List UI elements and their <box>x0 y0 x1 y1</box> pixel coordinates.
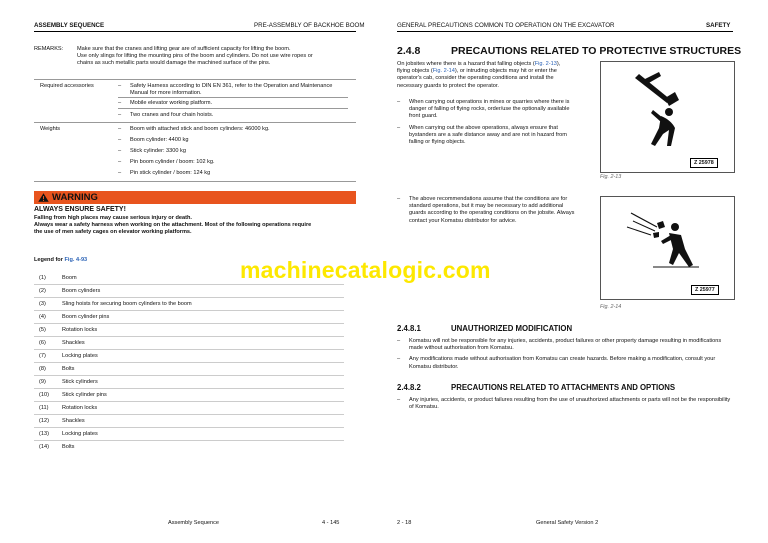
warning-triangle-icon <box>38 193 49 202</box>
legend-number: (5) <box>39 327 46 333</box>
legend-divider <box>34 336 344 337</box>
item-text: Mobile elevator working platform. <box>130 100 213 107</box>
subsection-number: 2.4.8.1 <box>397 324 421 333</box>
list-item <box>118 126 348 137</box>
dash: – <box>118 148 122 154</box>
dash: – <box>118 137 122 143</box>
item-text: Komatsu will not be responsible for any injuries, accidents, product failures or other property damage resulting in modifications made without authorisation from Komatsu. <box>409 338 722 352</box>
legend-divider <box>34 427 344 428</box>
warning-line: Falling from high places may cause serious injury or death. <box>34 215 192 221</box>
legend-number: (12) <box>39 418 49 424</box>
legend-divider <box>34 375 344 376</box>
list-item <box>118 159 348 170</box>
list-item <box>397 125 580 147</box>
item-text: Any modifications made without authorisation from Komatsu can create hazards. Before making a modification, consult your Komatsu distributor. <box>409 356 716 370</box>
legend-prefix: Legend for <box>34 257 65 263</box>
intro-paragraph <box>397 61 597 90</box>
intro-text: necessary guards to protect the operator. <box>397 82 499 89</box>
flying-objects-icon <box>623 205 703 275</box>
dash: – <box>397 356 401 363</box>
table-top-rule <box>34 79 356 80</box>
item-text: When carrying out operations in mines or quarries where there is danger of falling of flying rocks, order/use the optionally available front guard. <box>409 99 570 120</box>
legend-number: (14) <box>39 444 49 450</box>
list-item <box>118 112 348 119</box>
intro-text: On jobsites where there is a hazard that falling objects ( <box>397 61 535 67</box>
legend-text: Locking plates <box>62 353 98 359</box>
legend-text: Stick cylinders <box>62 379 98 385</box>
dash: – <box>397 124 401 131</box>
dash: – <box>118 126 122 132</box>
legend-text: Boom cylinders <box>62 288 101 294</box>
intro-text: flying objects ( <box>397 68 433 75</box>
remarks-line: Use only slings for lifting the mounting pins of the boom and cylinders. Do not use wire ropes or <box>77 53 313 60</box>
legend-text: Bolts <box>62 444 75 450</box>
list-item <box>397 356 733 370</box>
legend-number: (7) <box>39 353 46 359</box>
item-text: Pin stick cylinder / boom: 124 kg <box>130 170 211 176</box>
legend-number: (6) <box>39 340 46 346</box>
warning-body <box>34 215 364 237</box>
figure-caption: Fig. 2-14 <box>600 304 622 310</box>
falling-objects-icon <box>631 70 691 150</box>
legend-number: (8) <box>39 366 46 372</box>
list-item <box>118 100 348 107</box>
legend-divider <box>34 284 344 285</box>
legend-divider <box>34 349 344 350</box>
watermark-text: machinecatalogic.com <box>240 257 491 283</box>
intro-text: ), or intruding objects may hit or enter the <box>454 68 557 75</box>
legend-divider <box>34 388 344 389</box>
right-header-rule <box>397 31 733 32</box>
table-bottom-rule <box>34 181 356 182</box>
right-header-section: GENERAL PRECAUTIONS COMMON TO OPERATION ON THE EXCAVATOR <box>397 22 615 29</box>
accessories-list <box>118 83 348 119</box>
legend-text: Locking plates <box>62 431 98 437</box>
legend-text: Bolts <box>62 366 75 372</box>
legend-text: Boom cylinder pins <box>62 314 110 320</box>
dash: – <box>118 100 122 107</box>
dash: – <box>397 99 401 105</box>
left-footer-page: 4 - 145 <box>322 520 340 526</box>
left-header-rule <box>34 31 356 32</box>
legend-fig-link[interactable]: Fig. 4-93 <box>64 257 88 263</box>
legend-number: (10) <box>39 392 49 398</box>
legend-divider <box>34 440 344 441</box>
list-item <box>397 196 580 225</box>
warning-title: WARNING <box>52 192 98 203</box>
legend-divider <box>34 401 344 402</box>
dash: – <box>118 83 122 89</box>
legend-divider <box>34 310 344 311</box>
legend-number: (13) <box>39 431 49 437</box>
figure-id-label: Z 25978 <box>690 158 718 168</box>
legend-divider <box>34 297 344 298</box>
list-item <box>118 170 348 181</box>
legend-divider <box>34 362 344 363</box>
legend-heading <box>34 257 87 264</box>
item-text: Pin boom cylinder / boom: 102 kg. <box>130 159 215 165</box>
remarks-text <box>77 46 357 68</box>
accessories-label: Required accessories <box>40 83 94 89</box>
list-item <box>118 137 348 148</box>
bullet-mid <box>397 196 580 225</box>
table-mid-rule <box>34 122 356 123</box>
row-rule <box>118 97 348 98</box>
left-footer-title: Assembly Sequence <box>168 520 219 526</box>
legend-text: Rotation locks <box>62 405 98 411</box>
item-text: Any injuries, accidents, or product failures resulting from the use of unauthorized attachments or parts will not be the responsibility of Komatsu. <box>409 397 731 411</box>
intro-text: operator's cab, consider the operating conditions and install the <box>397 75 554 82</box>
dash: – <box>397 196 401 202</box>
item-text: When carrying out the above operations, always ensure that bystanders are a safe distance away and are not in hazard from falling or flying objects. <box>409 124 567 146</box>
legend-text: Rotation locks <box>62 327 98 333</box>
item-text: Boom cylinder: 4400 kg <box>130 137 189 143</box>
legend-text: Sling hoists for securing boom cylinders to the boom <box>62 301 192 307</box>
sub1-bullets <box>397 338 733 371</box>
legend-number: (2) <box>39 288 46 294</box>
right-header-title: SAFETY <box>706 22 731 29</box>
subsection-title: PRECAUTIONS RELATED TO ATTACHMENTS AND OPTIONS <box>451 383 676 392</box>
bullets-top <box>397 99 580 146</box>
warning-banner <box>34 191 356 204</box>
legend-text: Boom <box>62 275 77 281</box>
legend-text: Stick cylinder pins <box>62 392 107 398</box>
right-footer-page: 2 - 18 <box>397 520 412 526</box>
warning-line: the use of men safety cages on elevator working platforms. <box>34 229 192 236</box>
item-text: Stick cylinder: 3300 kg <box>130 148 186 154</box>
figure-caption: Fig. 2-13 <box>600 174 622 180</box>
legend-number: (9) <box>39 379 46 385</box>
item-text: Safety Harness according to DIN EN 361, refer to the Operation and Maintenance Manual for more information. <box>130 83 333 97</box>
list-item <box>118 83 348 97</box>
list-item <box>397 338 733 352</box>
row-rule <box>118 108 348 109</box>
subsection-title: UNAUTHORIZED MODIFICATION <box>451 324 573 333</box>
legend-divider <box>34 323 344 324</box>
intro-text: ), <box>556 61 561 67</box>
remarks-line: Make sure that the cranes and lifting gear are of sufficient capacity for lifting the boom. <box>77 46 291 52</box>
legend-text: Shackles <box>62 340 85 346</box>
subsection-number: 2.4.8.2 <box>397 383 421 392</box>
item-text: Two cranes and four chain hoists. <box>130 111 214 118</box>
fig-link[interactable]: Fig. 2-14 <box>432 68 455 75</box>
item-text: Boom with attached stick and boom cylinders: 46000 kg. <box>130 126 270 132</box>
figure-id-label: Z 25977 <box>691 285 719 295</box>
right-footer-title: General Safety Version 2 <box>536 520 599 526</box>
sub2-bullets <box>397 397 733 411</box>
list-item <box>118 148 348 159</box>
remarks-line: chains as such metallic parts would damage the machined surface of the pins. <box>77 60 271 67</box>
left-header-section: PRE-ASSEMBLY OF BACKHOE BOOM <box>254 22 365 29</box>
weights-list <box>118 126 348 181</box>
dash: – <box>118 170 122 176</box>
dash: – <box>118 111 122 118</box>
list-item <box>397 397 733 411</box>
section-title: PRECAUTIONS RELATED TO PROTECTIVE STRUCTURES <box>451 45 742 57</box>
warning-heading: ALWAYS ENSURE SAFETY! <box>34 206 126 213</box>
fig-link[interactable]: Fig. 2-13 <box>534 61 557 67</box>
legend-number: (3) <box>39 301 46 307</box>
legend-number: (4) <box>39 314 46 320</box>
dash: – <box>397 397 401 403</box>
legend-number: (1) <box>39 275 46 281</box>
figure-flying-objects <box>600 196 735 300</box>
dash: – <box>118 159 122 165</box>
list-item <box>397 99 580 121</box>
legend-text: Shackles <box>62 418 85 424</box>
figure-falling-objects <box>600 61 735 173</box>
legend-number: (11) <box>39 405 49 411</box>
weights-label: Weights <box>40 126 61 132</box>
section-number: 2.4.8 <box>397 45 421 57</box>
warning-line: Always wear a safety harness when working on the attachment. Most of the following operations require <box>34 222 312 229</box>
dash: – <box>397 338 401 344</box>
legend-divider <box>34 414 344 415</box>
item-text: The above recommendations assume that the conditions are for standard operations, but it may be necessary to add additional guards according to the operating conditions on the jobsite. Always contact your Komatsu distributor for advice. <box>409 196 575 224</box>
left-header-title: ASSEMBLY SEQUENCE <box>34 22 105 29</box>
remarks-label: REMARKS: <box>34 46 64 52</box>
